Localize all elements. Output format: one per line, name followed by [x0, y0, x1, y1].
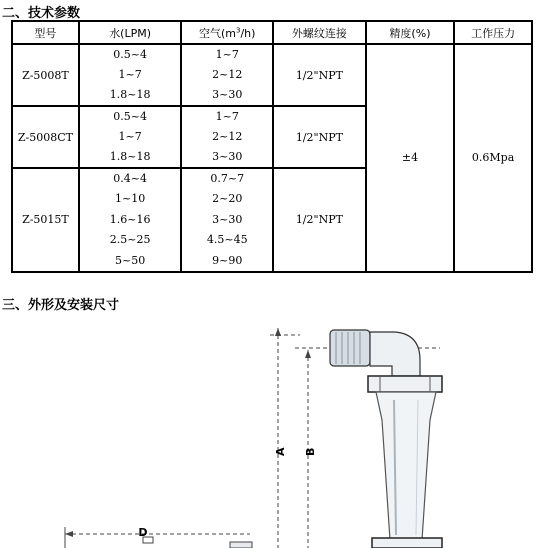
- arrow-d-left: [65, 531, 73, 537]
- header-precision: 精度(%): [366, 21, 455, 44]
- spec-table: [11, 20, 533, 273]
- cell-thread: 1/2"NPT: [273, 168, 366, 272]
- dim-label-a: A: [274, 447, 287, 456]
- cell-precision: ±4: [366, 44, 455, 272]
- bottom-union-nut: [372, 538, 442, 548]
- cell-model: Z-5015T: [12, 168, 79, 272]
- cell-air: 1~7 2~12 3~30: [181, 106, 273, 168]
- cell-water: 0.5~4 1~7 1.8~18: [79, 106, 182, 168]
- table-row: [12, 44, 532, 106]
- table-header-row: [12, 21, 532, 44]
- cell-model: Z-5008CT: [12, 106, 79, 168]
- section-3-title: 三、外形及安装尺寸: [2, 298, 120, 313]
- cell-thread: 1/2"NPT: [273, 106, 366, 168]
- dim-label-d: D: [138, 526, 148, 539]
- header-model: 型号: [12, 21, 79, 44]
- header-air: 空气$(m^3/h)$: [181, 21, 273, 44]
- tapered-glass-tube: [376, 392, 436, 540]
- elbow-connector: [370, 332, 420, 376]
- header-thread: 外螺纹连接: [273, 21, 366, 44]
- cell-model: Z-5008T: [12, 44, 79, 106]
- cell-pressure: 0.6Mpa: [454, 44, 532, 272]
- section-2-title: 二、技术参数: [2, 6, 81, 21]
- base-bracket: [143, 537, 252, 548]
- cell-water: 0.4~4 1~10 1.6~16 2.5~25 5~50: [79, 168, 182, 272]
- cell-thread: 1/2"NPT: [273, 44, 366, 106]
- cell-air: 1~7 2~12 3~30: [181, 44, 273, 106]
- arrow-b-top: [305, 350, 311, 358]
- top-union-nut: [368, 376, 442, 392]
- cell-air: 0.7~7 2~20 3~30 4.5~45 9~90: [181, 168, 273, 272]
- arrow-a-top: [275, 328, 281, 336]
- flowmeter-body: [330, 330, 442, 548]
- cell-water: 0.5~4 1~7 1.8~18: [79, 44, 182, 106]
- header-pressure: 工作压力: [454, 21, 532, 44]
- dim-label-b: B: [304, 447, 317, 456]
- flowmeter-dimension-drawing: [0, 310, 546, 548]
- header-water: 水(LPM): [79, 21, 182, 44]
